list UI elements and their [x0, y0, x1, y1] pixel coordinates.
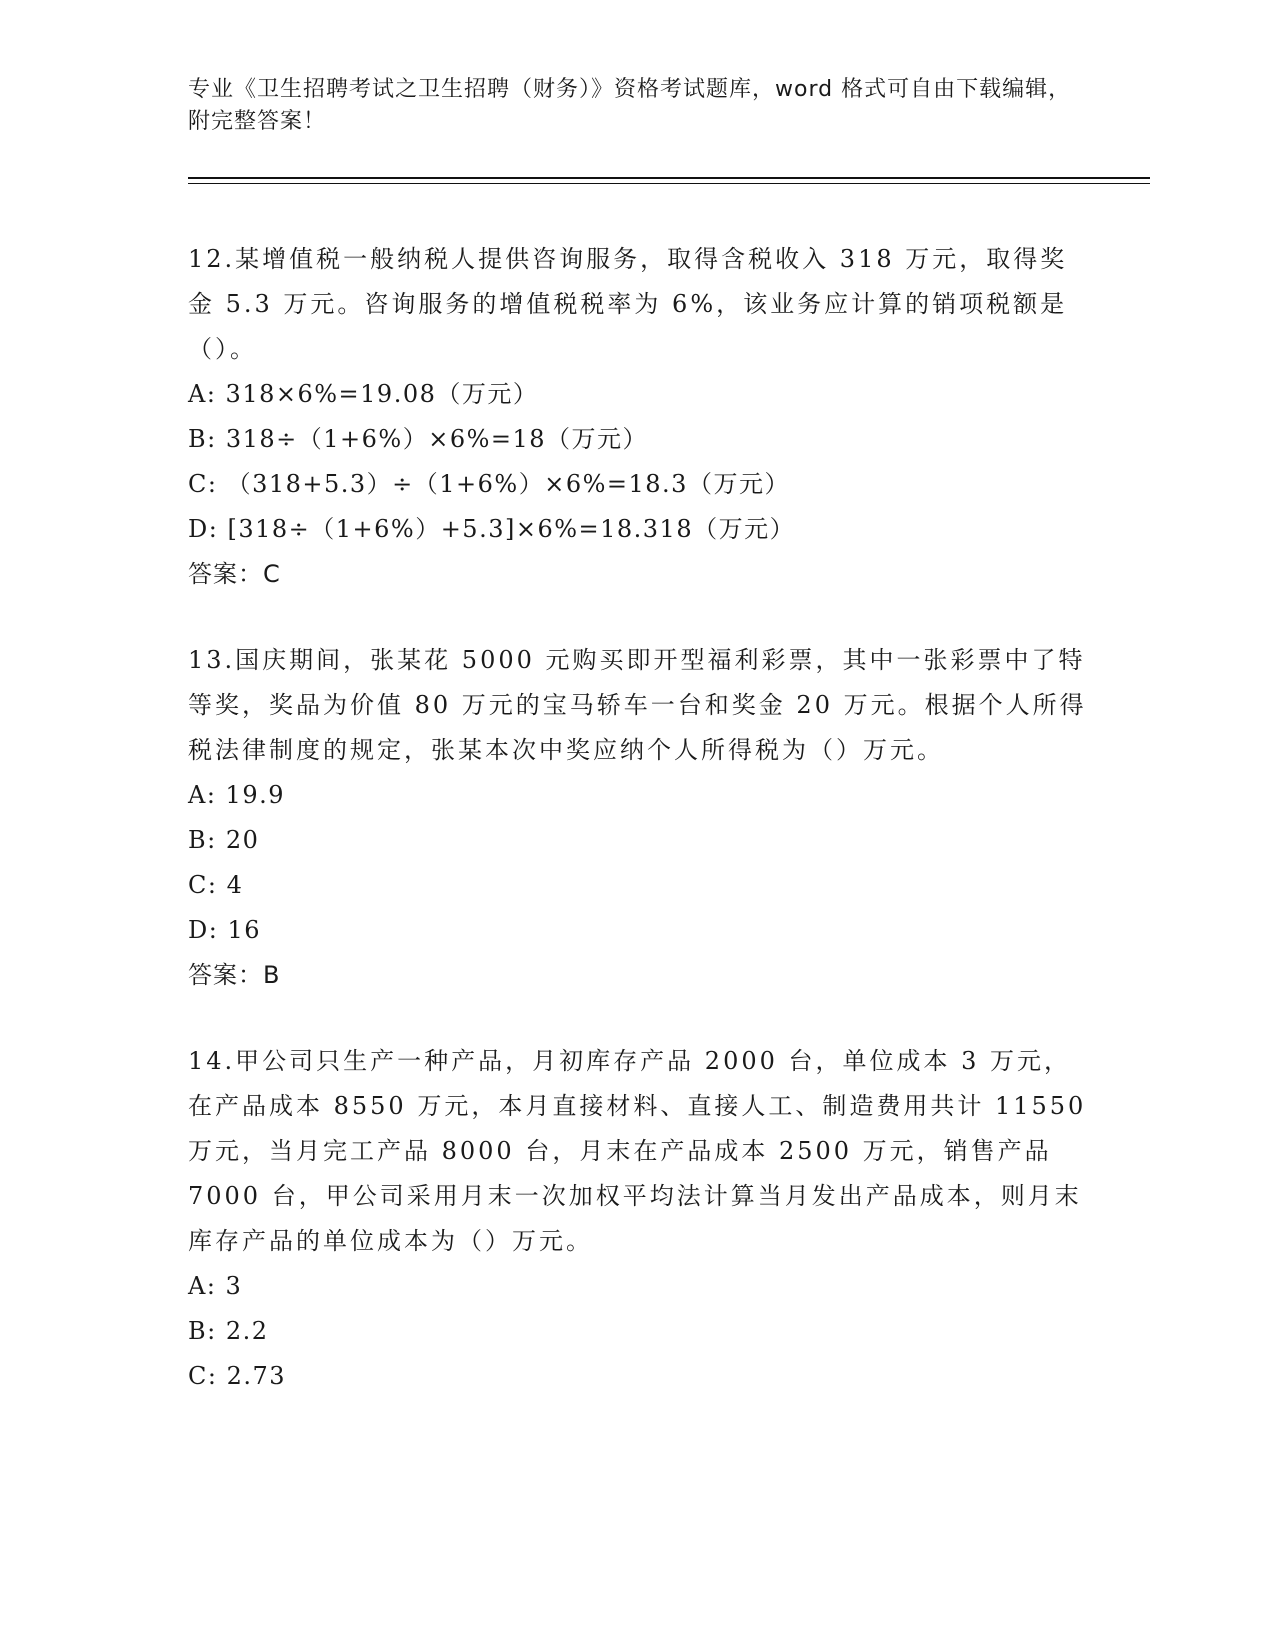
option-d: D: [318÷（1+6%）+5.3]×6%=18.318（万元）: [188, 515, 796, 543]
question-stem: 12.某增值税一般纳税人提供咨询服务，取得含税收入 318 万元，取得奖金 5.3 万元。咨询服务的增值税税率为 6%，该业务应计算的销项税额是（）。: [188, 245, 1068, 363]
option-a: A: 318×6%=19.08（万元）: [188, 380, 539, 408]
question-stem: 13.国庆期间，张某花 5000 元购买即开型福利彩票，其中一张彩票中了特等奖，奖品为价值 80 万元的宝马轿车一台和奖金 20 万元。根据个人所得税法律制度的规定，张某本次中奖应纳个人所得税为（）万元。: [188, 646, 1087, 764]
answer-line: 答案：C: [188, 560, 281, 588]
question-stem: 14.甲公司只生产一种产品，月初库存产品 2000 台，单位成本 3 万元，在产品成本 8550 万元，本月直接材料、直接人工、制造费用共计 11550 万元，当月完工产品 8000 台，月末在产品成本 2500 万元，销售产品 7000 台，甲公司采用月末一次加权平均法计算当月发出产品成本，则月末库存产品的单位成本为（）万元。: [188, 1047, 1087, 1255]
question-13: [188, 638, 1088, 998]
option-a: A: 19.9: [188, 781, 285, 809]
question-12: [188, 237, 1088, 597]
header-divider-thin: [188, 183, 1150, 184]
question-14: [188, 1039, 1088, 1399]
option-c: C: 2.73: [188, 1362, 287, 1390]
option-c: C: 4: [188, 871, 244, 899]
option-d: D: 16: [188, 916, 261, 944]
header-divider: [188, 177, 1150, 179]
option-a: A: 3: [188, 1272, 243, 1300]
option-b: B: 318÷（1+6%）×6%=18（万元）: [188, 425, 649, 453]
answer-line: 答案：B: [188, 961, 281, 989]
option-b: B: 2.2: [188, 1317, 269, 1345]
document-header: 专业《卫生招聘考试之卫生招聘（财务）》资格考试题库，word 格式可自由下载编辑，附完整答案！: [188, 77, 1072, 134]
option-c: C: （318+5.3）÷（1+6%）×6%=18.3（万元）: [188, 470, 790, 498]
option-b: B: 20: [188, 826, 260, 854]
question-list: [188, 237, 1088, 1440]
